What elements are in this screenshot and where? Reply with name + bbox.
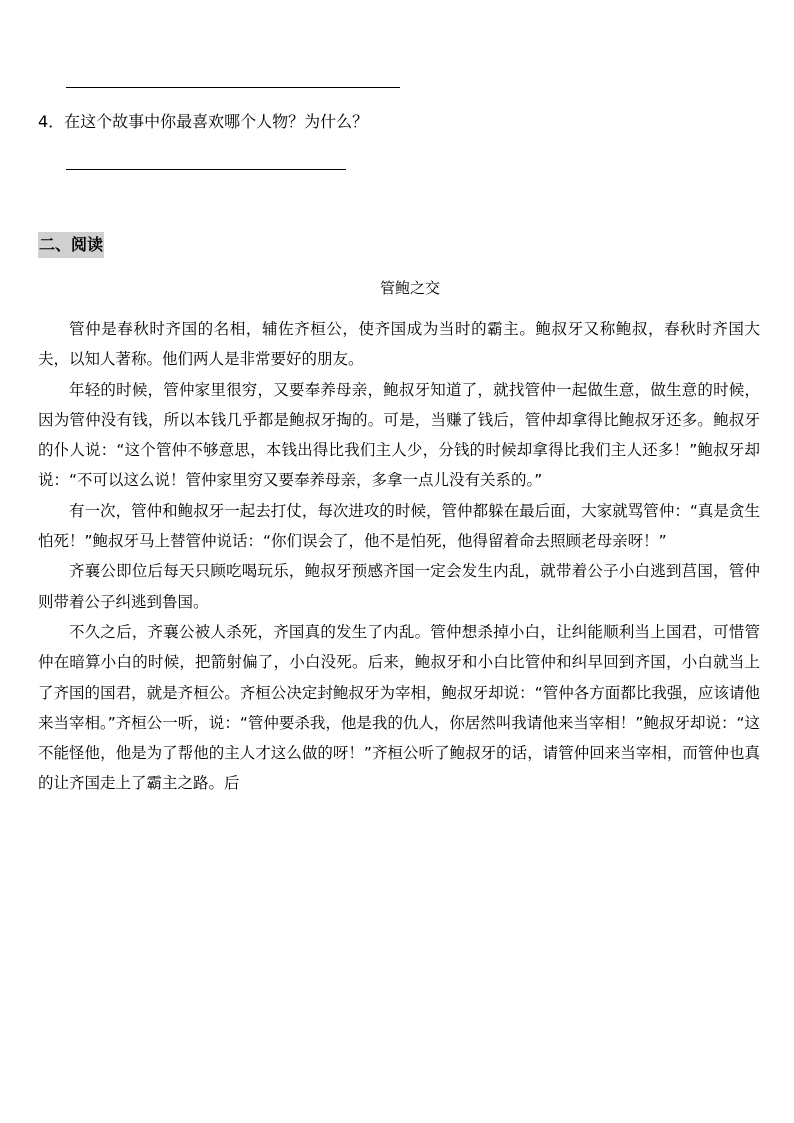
article-body (38, 314, 760, 799)
paragraph: 有一次，管仲和鲍叔牙一起去打仗，每次进攻的时候，管仲都躲在最后面，大家就骂管仲：“真是贪生怕死！”鲍叔牙马上替管仲说话：“你们误会了，他不是怕死，他得留着命去照顾老母亲呀！” (38, 501, 760, 551)
answer-line[interactable] (66, 87, 400, 88)
answer-line-question-4[interactable] (66, 169, 346, 170)
paragraph: 管仲是春秋时齐国的名相，辅佐齐桓公，使齐国成为当时的霸主。鲍叔牙又称鲍叔，春秋时齐国大夫，以知人著称。他们两人是非常要好的朋友。 (38, 320, 760, 369)
section-heading: 二、阅读 (38, 232, 104, 258)
article-title: 管鲍之交 (379, 279, 440, 297)
question-4: 4．在这个故事中你最喜欢哪个人物？为什么？ (38, 112, 369, 131)
paragraph: 不久之后，齐襄公被人杀死，齐国真的发生了内乱。管仲想杀掉小白，让纠能顺利当上国君，可惜管仲在暗算小白的时候，把箭射偏了，小白没死。后来，鲍叔牙和小白比管仲和纠早回到齐国，小白就当上了齐国的国君，就是齐桓公。齐桓公决定封鲍叔牙为宰相，鲍叔牙却说：“管仲各方面都比我强，应该请他来当宰相。”齐桓公一听，说：“管仲要杀我，他是我的仇人，你居然叫我请他来当宰相！”鲍叔牙却说：“这不能怪他，他是为了帮他的主人才这么做的呀！”齐桓公听了鲍叔牙的话，请管仲回来当宰相，而管仲也真的让齐国走上了霸主之路。后 (38, 622, 760, 793)
paragraph: 年轻的时候，管仲家里很穷，又要奉养母亲，鲍叔牙知道了，就找管仲一起做生意，做生意的时候，因为管仲没有钱，所以本钱几乎都是鲍叔牙掏的。可是，当赚了钱后，管仲却拿得比鲍叔牙还多。鲍叔牙的仆人说：“这个管仲不够意思，本钱出得比我们主人少，分钱的时候却拿得比我们主人还多！”鲍叔牙却说：“不可以这么说！管仲家里穷又要奉养母亲，多拿一点儿没有关系的。” (38, 380, 760, 490)
paragraph: 齐襄公即位后每天只顾吃喝玩乐，鲍叔牙预感齐国一定会发生内乱，就带着公子小白逃到莒国，管仲则带着公子纠逃到鲁国。 (38, 562, 760, 611)
